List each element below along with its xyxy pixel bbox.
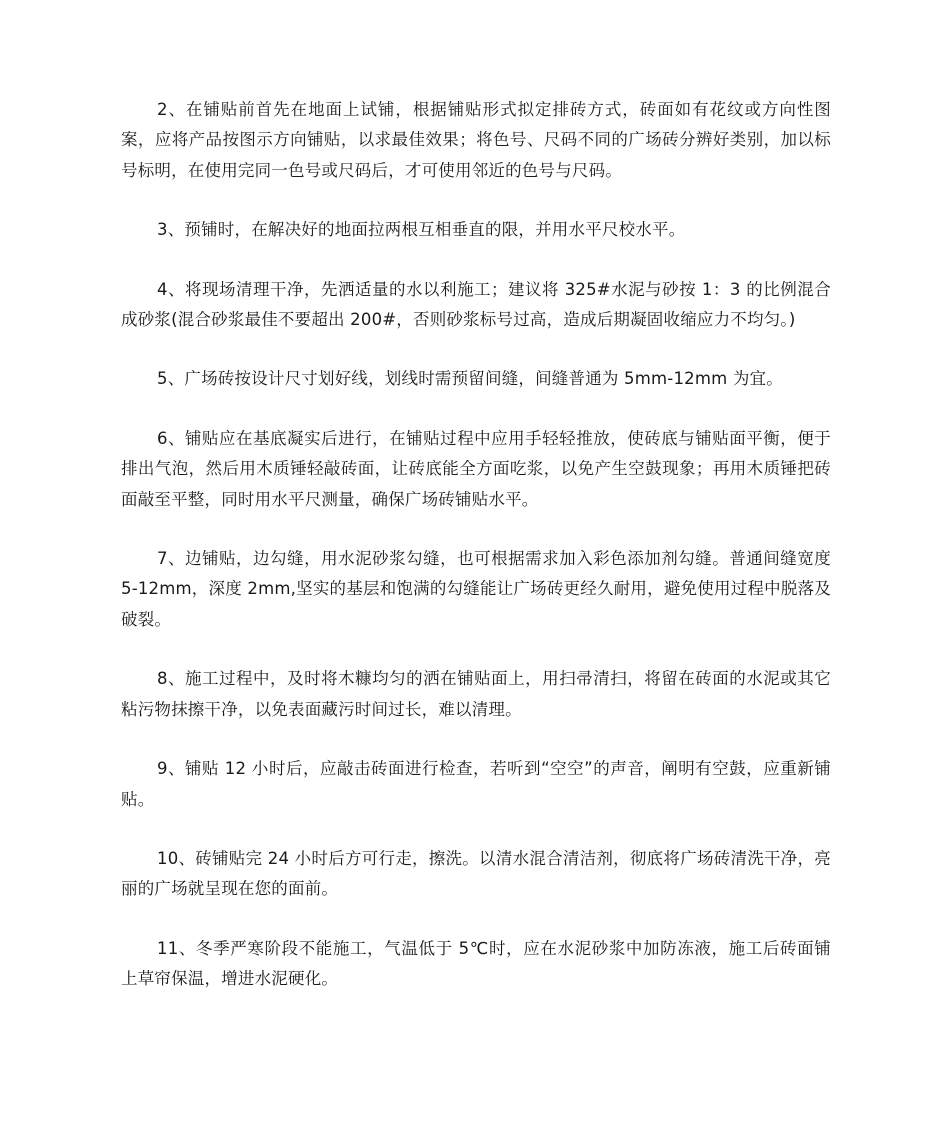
paragraph-step-2: 2、在铺贴前首先在地面上试铺，根据铺贴形式拟定排砖方式，砖面如有花纹或方向性图案，应将产品按图示方向铺贴，以求最佳效果；将色号、尺码不同的广场砖分辨好类别，加以标号标明，在使用完同一色号或尺码后，才可使用邻近的色号与尺码。 [121, 100, 831, 180]
paragraph-step-4: 4、将现场清理干净，先洒适量的水以利施工；建议将 325#水泥与砂按 1：3 的比例混合成砂浆(混合砂浆最佳不要超出 200#，否则砂浆标号过高，造成后期凝固收缩应力不均匀。) [121, 279, 831, 330]
paragraph-step-9: 9、铺贴 12 小时后，应敲击砖面进行检查，若听到“空空”的声音，阐明有空鼓，应重新铺贴。 [121, 759, 831, 809]
document-body [121, 95, 831, 1024]
paragraph-step-10: 10、砖铺贴完 24 小时后方可行走，擦洗。以清水混合清洁剂，彻底将广场砖清洗干净，亮丽的广场就呈现在您的面前。 [121, 848, 831, 899]
paragraph-step-5: 5、广场砖按设计尺寸划好线，划线时需预留间缝，间缝普通为 5mm-12mm 为宜。 [157, 369, 783, 389]
paragraph-step-7: 7、边铺贴，边勾缝，用水泥砂浆勾缝，也可根据需求加入彩色添加剂勾缝。普通间缝宽度 5-12mm，深度 2mm,坚实的基层和饱满的勾缝能让广场砖更经久耐用，避免使用过程中脱落及破裂。 [121, 549, 831, 629]
paragraph-step-8: 8、施工过程中，及时将木糠均匀的洒在铺贴面上，用扫帚清扫，将留在砖面的水泥或其它粘污物抹擦干净，以免表面藏污时间过长，难以清理。 [121, 669, 831, 719]
paragraph-step-11: 11、冬季严寒阶段不能施工，气温低于 5℃时，应在水泥砂浆中加防冻液，施工后砖面铺上草帘保温，增进水泥硬化。 [121, 938, 831, 989]
paragraph-step-6: 6、铺贴应在基底凝实后进行，在铺贴过程中应用手轻轻推放，使砖底与铺贴面平衡，便于排出气泡，然后用木质锤轻敲砖面，让砖底能全方面吃浆，以免产生空鼓现象；再用木质锤把砖面敲至平整，同时用水平尺测量，确保广场砖铺贴水平。 [121, 428, 831, 509]
paragraph-step-3: 3、预铺时，在解决好的地面拉两根互相垂直的限，并用水平尺校水平。 [157, 220, 686, 240]
